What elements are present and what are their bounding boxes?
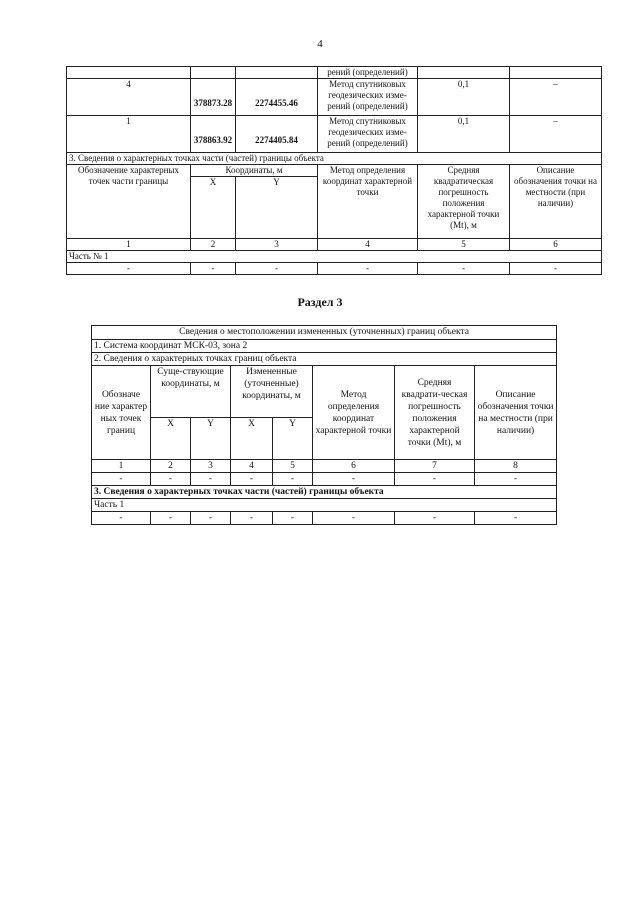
- section-3-title: 3. Сведения о характерных точках части (частей) границы объекта: [92, 486, 557, 499]
- dash-cell: -: [231, 473, 273, 486]
- header-method: Метод определения координат характерной точки: [318, 165, 418, 239]
- column-number: 6: [510, 239, 602, 251]
- continuation-cell: [418, 67, 510, 79]
- column-number: 2: [151, 460, 191, 473]
- column-number: 6: [313, 460, 395, 473]
- column-numbers-row: [67, 239, 602, 251]
- coordinate-system: 1. Система координат МСК-03, зона 2: [92, 340, 557, 353]
- continuation-cell: [67, 67, 191, 79]
- section-row: [92, 486, 557, 499]
- dash-cell: -: [418, 263, 510, 275]
- point-cell: 4: [67, 79, 191, 116]
- section-title: Раздел 3: [297, 295, 343, 309]
- column-number: 1: [92, 460, 151, 473]
- description-cell: –: [510, 116, 602, 153]
- dash-cell: -: [273, 512, 313, 525]
- continuation-cell: [191, 67, 236, 79]
- column-number: 4: [318, 239, 418, 251]
- column-number: 5: [273, 460, 313, 473]
- header-changed-coordinates: Измененные (уточненные) координаты, м: [231, 366, 313, 418]
- mt-cell: 0,1: [418, 116, 510, 153]
- header-row: [67, 165, 602, 177]
- dash-cell: -: [395, 473, 475, 486]
- continuation-method-cell: рений (определений): [318, 67, 418, 79]
- part-row: [92, 499, 557, 512]
- section-row: [92, 353, 557, 366]
- dash-cell: -: [92, 512, 151, 525]
- table-row: [67, 67, 602, 79]
- dash-cell: -: [318, 263, 418, 275]
- table-row: [67, 116, 602, 153]
- table-row: [92, 473, 557, 486]
- dash-cell: -: [151, 512, 191, 525]
- column-numbers-row: [92, 460, 557, 473]
- column-number: 8: [475, 460, 557, 473]
- header-description: Описание обозначения точки на местности (при наличии): [475, 366, 557, 460]
- method-cell: Метод спутниковых геодезических изме-рений (определений): [318, 116, 418, 153]
- header-existing-y: Y: [191, 418, 231, 460]
- dash-cell: -: [313, 473, 395, 486]
- dash-cell: -: [67, 263, 191, 275]
- dash-cell: -: [313, 512, 395, 525]
- y-cell: 2274455.46: [236, 79, 318, 116]
- boundary-points-table: [66, 66, 602, 275]
- column-number: 4: [231, 460, 273, 473]
- section-2-title: 2. Сведения о характерных точках границ объекта: [92, 353, 557, 366]
- part-row: [67, 251, 602, 263]
- part-label: Часть 1: [92, 499, 557, 512]
- description-cell: –: [510, 79, 602, 116]
- changed-boundaries-table: [91, 325, 557, 525]
- dash-cell: -: [191, 512, 231, 525]
- header-mt: Средняя квадрати-ческая погрешность положения характерной точки (Mt), м: [395, 366, 475, 460]
- continuation-cell: [510, 67, 602, 79]
- header-row: [92, 366, 557, 418]
- section-row: [67, 153, 602, 165]
- point-cell: 1: [67, 116, 191, 153]
- header-existing-coordinates: Суще-ствующие координаты, м: [151, 366, 231, 418]
- column-number: 5: [418, 239, 510, 251]
- header-x: X: [191, 177, 236, 239]
- column-number: 1: [67, 239, 191, 251]
- header-description: Описание обозначения точки на местности (при наличии): [510, 165, 602, 239]
- dash-cell: -: [395, 512, 475, 525]
- header-changed-x: X: [231, 418, 273, 460]
- table-row: [67, 263, 602, 275]
- dash-cell: -: [236, 263, 318, 275]
- x-cell: 378863.92: [191, 116, 236, 153]
- page-number: 4: [317, 38, 323, 50]
- dash-cell: -: [191, 263, 236, 275]
- header-changed-y: Y: [273, 418, 313, 460]
- column-number: 7: [395, 460, 475, 473]
- continuation-cell: [236, 67, 318, 79]
- header-coordinates: Координаты, м: [191, 165, 318, 177]
- heading-row: [92, 326, 557, 340]
- section-3-title: 3. Сведения о характерных точках части (частей) границы объекта: [67, 153, 602, 165]
- table-heading: Сведения о местоположении измененных (уточненных) границ объекта: [92, 326, 557, 340]
- dash-cell: -: [510, 263, 602, 275]
- dash-cell: -: [191, 473, 231, 486]
- table-row: [67, 79, 602, 116]
- y-cell: 2274405.84: [236, 116, 318, 153]
- mt-cell: 0,1: [418, 79, 510, 116]
- column-number: 2: [191, 239, 236, 251]
- part-label: Часть № 1: [67, 251, 602, 263]
- column-number: 3: [236, 239, 318, 251]
- dash-cell: -: [151, 473, 191, 486]
- column-number: 3: [191, 460, 231, 473]
- x-cell: 378873.28: [191, 79, 236, 116]
- method-cell: Метод спутниковых геодезических изме-рений (определений): [318, 79, 418, 116]
- header-point: Обозначе ние характер ных точек границ: [92, 366, 151, 460]
- header-existing-x: X: [151, 418, 191, 460]
- dash-cell: -: [273, 473, 313, 486]
- header-method: Метод определения координат характерной точки: [313, 366, 395, 460]
- dash-cell: -: [231, 512, 273, 525]
- table-row: [92, 512, 557, 525]
- dash-cell: -: [475, 512, 557, 525]
- header-y: Y: [236, 177, 318, 239]
- header-point: Обозначение характерных точек части границы: [67, 165, 191, 239]
- coord-system-row: [92, 340, 557, 353]
- dash-cell: -: [92, 473, 151, 486]
- dash-cell: -: [475, 473, 557, 486]
- header-mt: Средняя квадратическая погрешность положения характерной точки (Mt), м: [418, 165, 510, 239]
